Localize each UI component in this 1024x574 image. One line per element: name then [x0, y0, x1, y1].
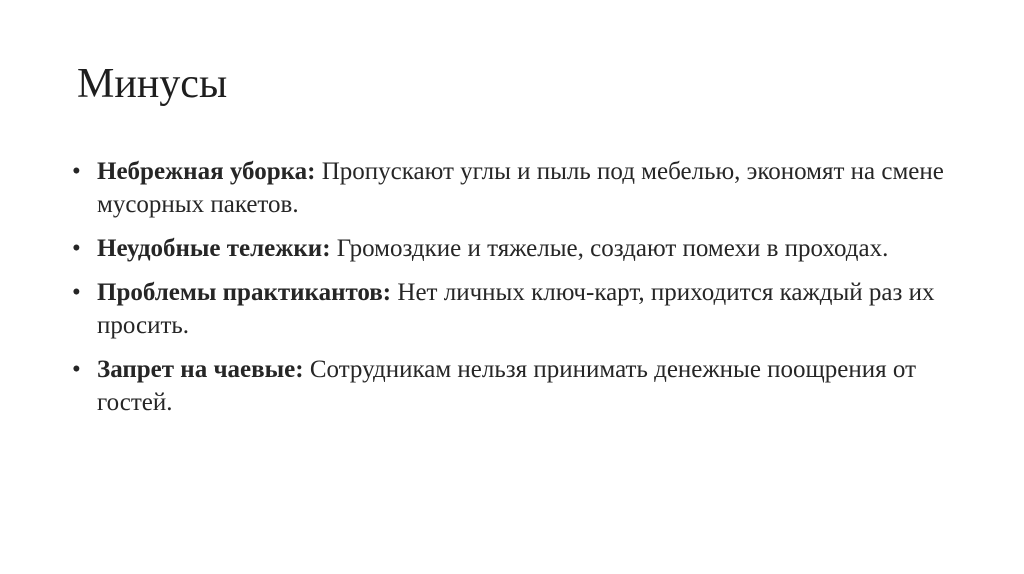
bullet-text [97, 232, 952, 265]
bullet-term: Запрет на чаевые: [97, 356, 304, 383]
bullet-description: Сотрудникам нельзя принимать денежные поощрения от гостей. [97, 356, 917, 416]
bullet-text [97, 276, 952, 342]
bullet-item-sloppy-cleaning [72, 155, 952, 221]
bullet-text [97, 353, 952, 419]
bullet-term: Проблемы практикантов: [97, 279, 392, 306]
slide-title: Минусы [77, 61, 228, 107]
bullet-term: Неудобные тележки: [97, 235, 331, 262]
bullet-item-inconvenient-carts [72, 232, 952, 265]
bullet-term: Небрежная уборка: [97, 158, 316, 185]
bullet-dot-icon: • [72, 356, 81, 383]
bullet-description: Пропускают углы и пыль под мебелью, экономят на смене мусорных пакетов. [97, 158, 944, 218]
bullet-dot-icon: • [72, 279, 81, 306]
bullet-list [72, 155, 952, 430]
bullet-description: Нет личных ключ-карт, приходится каждый раз их просить. [97, 279, 935, 339]
bullet-text [97, 155, 952, 221]
bullet-dot-icon: • [72, 158, 81, 185]
bullet-description: Громоздкие и тяжелые, создают помехи в проходах. [330, 235, 889, 262]
bullet-item-tips-ban [72, 353, 952, 419]
bullet-dot-icon: • [72, 235, 81, 262]
bullet-item-intern-problems [72, 276, 952, 342]
